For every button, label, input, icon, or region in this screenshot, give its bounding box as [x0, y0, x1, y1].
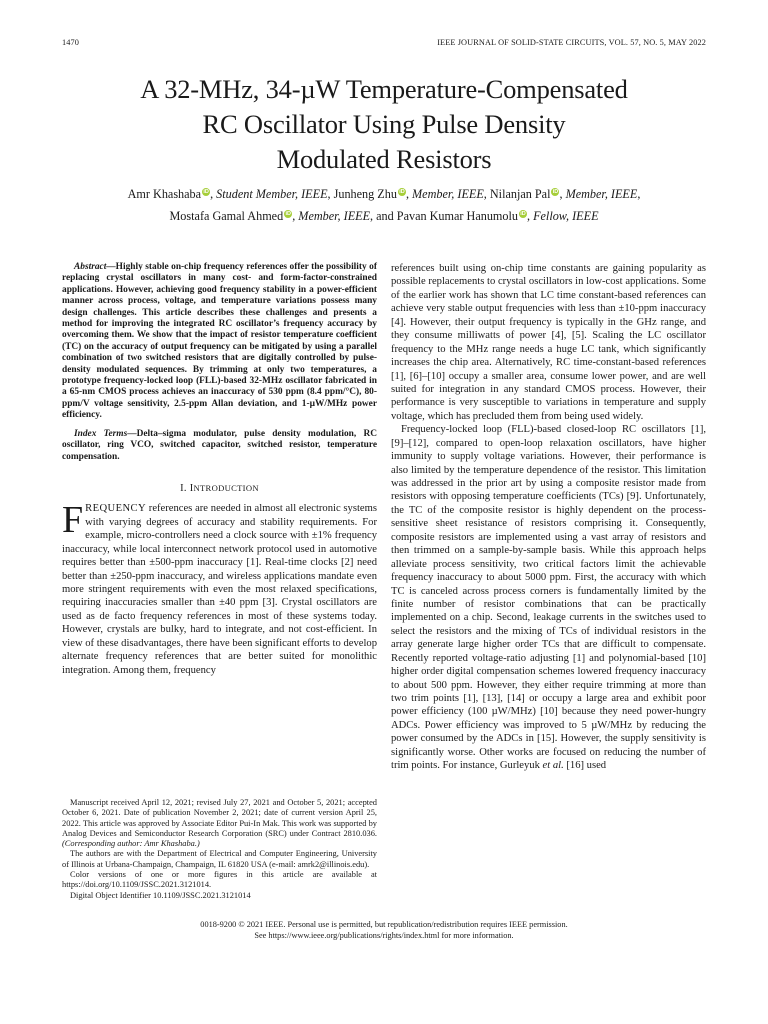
author-line-2: Mostafa Gamal Ahmed iD, Member, IEEE, and Pavan Kumar Hanumolu iD, Fellow, IEEE [169, 209, 599, 223]
footnote-manuscript [62, 798, 377, 849]
section-numeral: I. [180, 482, 187, 494]
copyright-line-1: 0018-9200 © 2021 IEEE. Personal use is permitted, but republication/redistribution requires IEEE permission. [200, 920, 568, 929]
footnote-manuscript-text: Manuscript received April 12, 2021; revised July 27, 2021 and October 5, 2021; accepted October 6, 2021. Date of publication November 2, 2021; date of current version April 25, 2022. This article was approved by Associate Editor Pui-In Mak. This work was supported by Analog Devices and Semiconductor Research Corporation (SRC) under Contract 2810.036. [62, 798, 377, 838]
body-paragraph: references built using on-chip time constants are gaining popularity as possible replacements to crystal oscillators in low-cost applications. Some of the earlier work has shown that LC time constant-based references can achieve very stable output frequencies with less than ±10-ppm inaccuracy [4]. However, their output frequency is typically in the GHz range, and they consume milliwatts of power [4], [5]. Scaling the LC oscillator frequency to the MHz range needs a huge LC tank, which significantly increases the chip area. Alternatively, RC time-constant-based references [1], [6]–[10] occupy a smaller area, consume lower power, and are well suited for integration in any standard CMOS process. However, their performance is very susceptible to variations in temperature and supply voltage, which has precluded them from being used widely. [391, 263, 706, 422]
title-line-3: Modulated Resistors [276, 144, 492, 174]
author-role: Student Member, IEEE [216, 187, 328, 201]
drop-cap: F [62, 499, 84, 542]
left-column [62, 262, 377, 677]
footnote-affiliation: The authors are with the Department of Electrical and Computer Engineering, University of Illinois at Urbana-Champaign, Champaign, IL 61820 USA (e-mail: amrk2@illinois.edu). [62, 849, 377, 869]
author-role: Member, IEEE [565, 187, 638, 201]
orcid-icon[interactable]: iD [399, 189, 405, 195]
body-text: Frequency-locked loop (FLL)-based closed-loop RC oscillators [1], [9]–[12], compared to open-loop relaxation oscillators, have higher immunity to supply voltage variations. However, their performance is also limited by the temperature dependence of the resistor. This limitation was addressed in the prior art by using a composite resistor made from resistors with opposing temperature coefficients (TCs) [9]. Unfortunately, the TC of the composite resistor is highly dependent on the process-sensitive sheet resistance of resistors comprising it. Consequently, composite resistors are implemented using a vast array of resistors and then trimmed on a sample-by-sample basis. While this approach helps alleviate process sensitivity, two critical factors limit the achievable frequency inaccuracy to about 5000 ppm. First, the accuracy with which TC is canceled across process corners is fundamentally limited by the finite number of resistor combinations that can be practically implemented on a chip. Second, leakage currents in the switches used to select the resistors and the mixing of TCs of individual resistors in the array generate large higher order TCs that are difficult to compensate. Recently reported voltage-ratio adjusting [1] and polynomial-based [10] higher order digital compensation schemes lowered frequency inaccuracy to about 500 ppm. However, they either require trimming at more than two trim points [1], [13], [14] or occupy a large area and exhibit poor power efficiency (100 µW/MHz) [10] because they need power-hungry ADCs. Power efficiency was improved to 5 µW/MHz by reducing the power consumed by the ADCs in [15]. However, the supply sensitivity is significantly worse. Other works are focused on reducing the number of trim points. For instance, Gurleyuk [391, 424, 706, 772]
section-title [190, 483, 259, 494]
abstract-lead: Abstract [74, 262, 107, 272]
journal-header: IEEE JOURNAL OF SOLID-STATE CIRCUITS, VOL. 57, NO. 5, MAY 2022 [437, 38, 706, 47]
index-terms-lead: Index Terms [74, 428, 128, 439]
index-terms-text: —Delta–sigma modulator, pulse density modulation, RC oscillator, ring VCO, switched capacitor, switched resistor, temperature compensation. [62, 428, 377, 462]
body-etal: et al. [542, 760, 564, 772]
footnotes [62, 798, 377, 901]
section-title-rest: NTRODUCTION [193, 482, 259, 493]
author-name: Junheng Zhu [333, 187, 397, 201]
title-line-1: A 32-MHz, 34-µW Temperature-Compensated [140, 74, 628, 104]
section-title-initial: I [189, 482, 194, 494]
author-name: Mostafa Gamal Ahmed [169, 209, 284, 223]
right-column [391, 262, 706, 773]
author-name: Amr Khashaba [127, 187, 202, 201]
abstract-text: —Highly stable on-chip frequency references offer the possibility of replacing crystal oscillators in many cost- and form-factor-constrained applications. However, achieving good frequency stability in a power-efficient manner across process, voltage, and temperature variations possess many design challenges. This article describes these challenges and presents a method for improving the integrated RC oscillator’s frequency accuracy by overcoming them. We show that the impact of resistor temperature coefficient (TC) on the accuracy of output frequency can be mitigated by using a parallel combination of two switched resistors that are digitally controlled by pulse-density modulated sequences. By trimming at only two temperatures, a prototype frequency-locked loop (FLL)-based 32-MHz oscillator fabricated in a 65-nm CMOS process achieves an inaccuracy of 530 ppm (8.4 ppm/°C), 80-ppm/V voltage sensitivity, 2.5-ppm Allan deviation, and 1-µW/MHz power efficiency. [62, 262, 377, 421]
author-name: Pavan Kumar Hanumolu [396, 209, 518, 223]
corresponding-author: (Corresponding author: Amr Khashaba.) [62, 839, 200, 849]
author-list [62, 183, 706, 227]
body-paragraph [391, 423, 706, 772]
intro-caps: REQUENCY [85, 503, 147, 515]
index-terms [62, 429, 377, 463]
author-role: Fellow, IEEE [533, 209, 599, 223]
running-head [62, 38, 706, 50]
author-role: Member, IEEE [412, 187, 484, 201]
copyright-line-2: See https://www.ieee.org/publications/rights/index.html for more information. [254, 930, 514, 940]
footnote-doi: Digital Object Identifier 10.1109/JSSC.2021.3121014 [70, 890, 251, 900]
author-conjunction: and [376, 209, 394, 223]
page-number: 1470 [62, 38, 79, 47]
body-text-end: [16] used [563, 760, 607, 772]
intro-paragraph [62, 499, 377, 677]
author-role: Member, IEEE [298, 209, 371, 223]
section-heading [62, 482, 377, 495]
copyright-notice [62, 920, 706, 941]
paper-title [62, 72, 706, 177]
author-name: Nilanjan Pal [489, 187, 551, 201]
orcid-icon[interactable]: iD [520, 211, 526, 217]
orcid-icon[interactable]: iD [285, 211, 291, 217]
footnote-color: Color versions of one or more figures in this article are available at https://doi.org/10.1109/JSSC.2021.3121014. [62, 870, 377, 890]
author-line-1: Amr Khashaba iD, Student Member, IEEE, Junheng Zhu iD, Member, IEEE, Nilanjan Pal iD, Member, IEEE, [127, 187, 641, 201]
orcid-icon[interactable]: iD [552, 189, 559, 195]
intro-text: references are needed in almost all electronic systems with varying degrees of accuracy and stability requirements. For example, micro-controllers need a clock source with ±1% frequency inaccuracy, while local interconnect network protocol used in automotive requires better than ±500-ppm inaccuracy [1]. Real-time clocks [2] need better than ±250-ppm inaccuracy, and wireless applications mandate even more stringent requirements with even the most relaxed specifications, requiring inaccuracies smaller than ±40 ppm [3]. Crystal oscillators are used as de facto frequency references in most of these systems today. However, crystals are bulky, hard to integrate, and not cost-efficient. In view of these disadvantages, there have been significant efforts to develop alternate frequency references that are better suited for monolithic integration. Among them, frequency [62, 503, 377, 676]
abstract [62, 262, 377, 422]
title-line-2: RC Oscillator Using Pulse Density [202, 109, 566, 139]
orcid-icon[interactable]: iD [203, 189, 209, 195]
